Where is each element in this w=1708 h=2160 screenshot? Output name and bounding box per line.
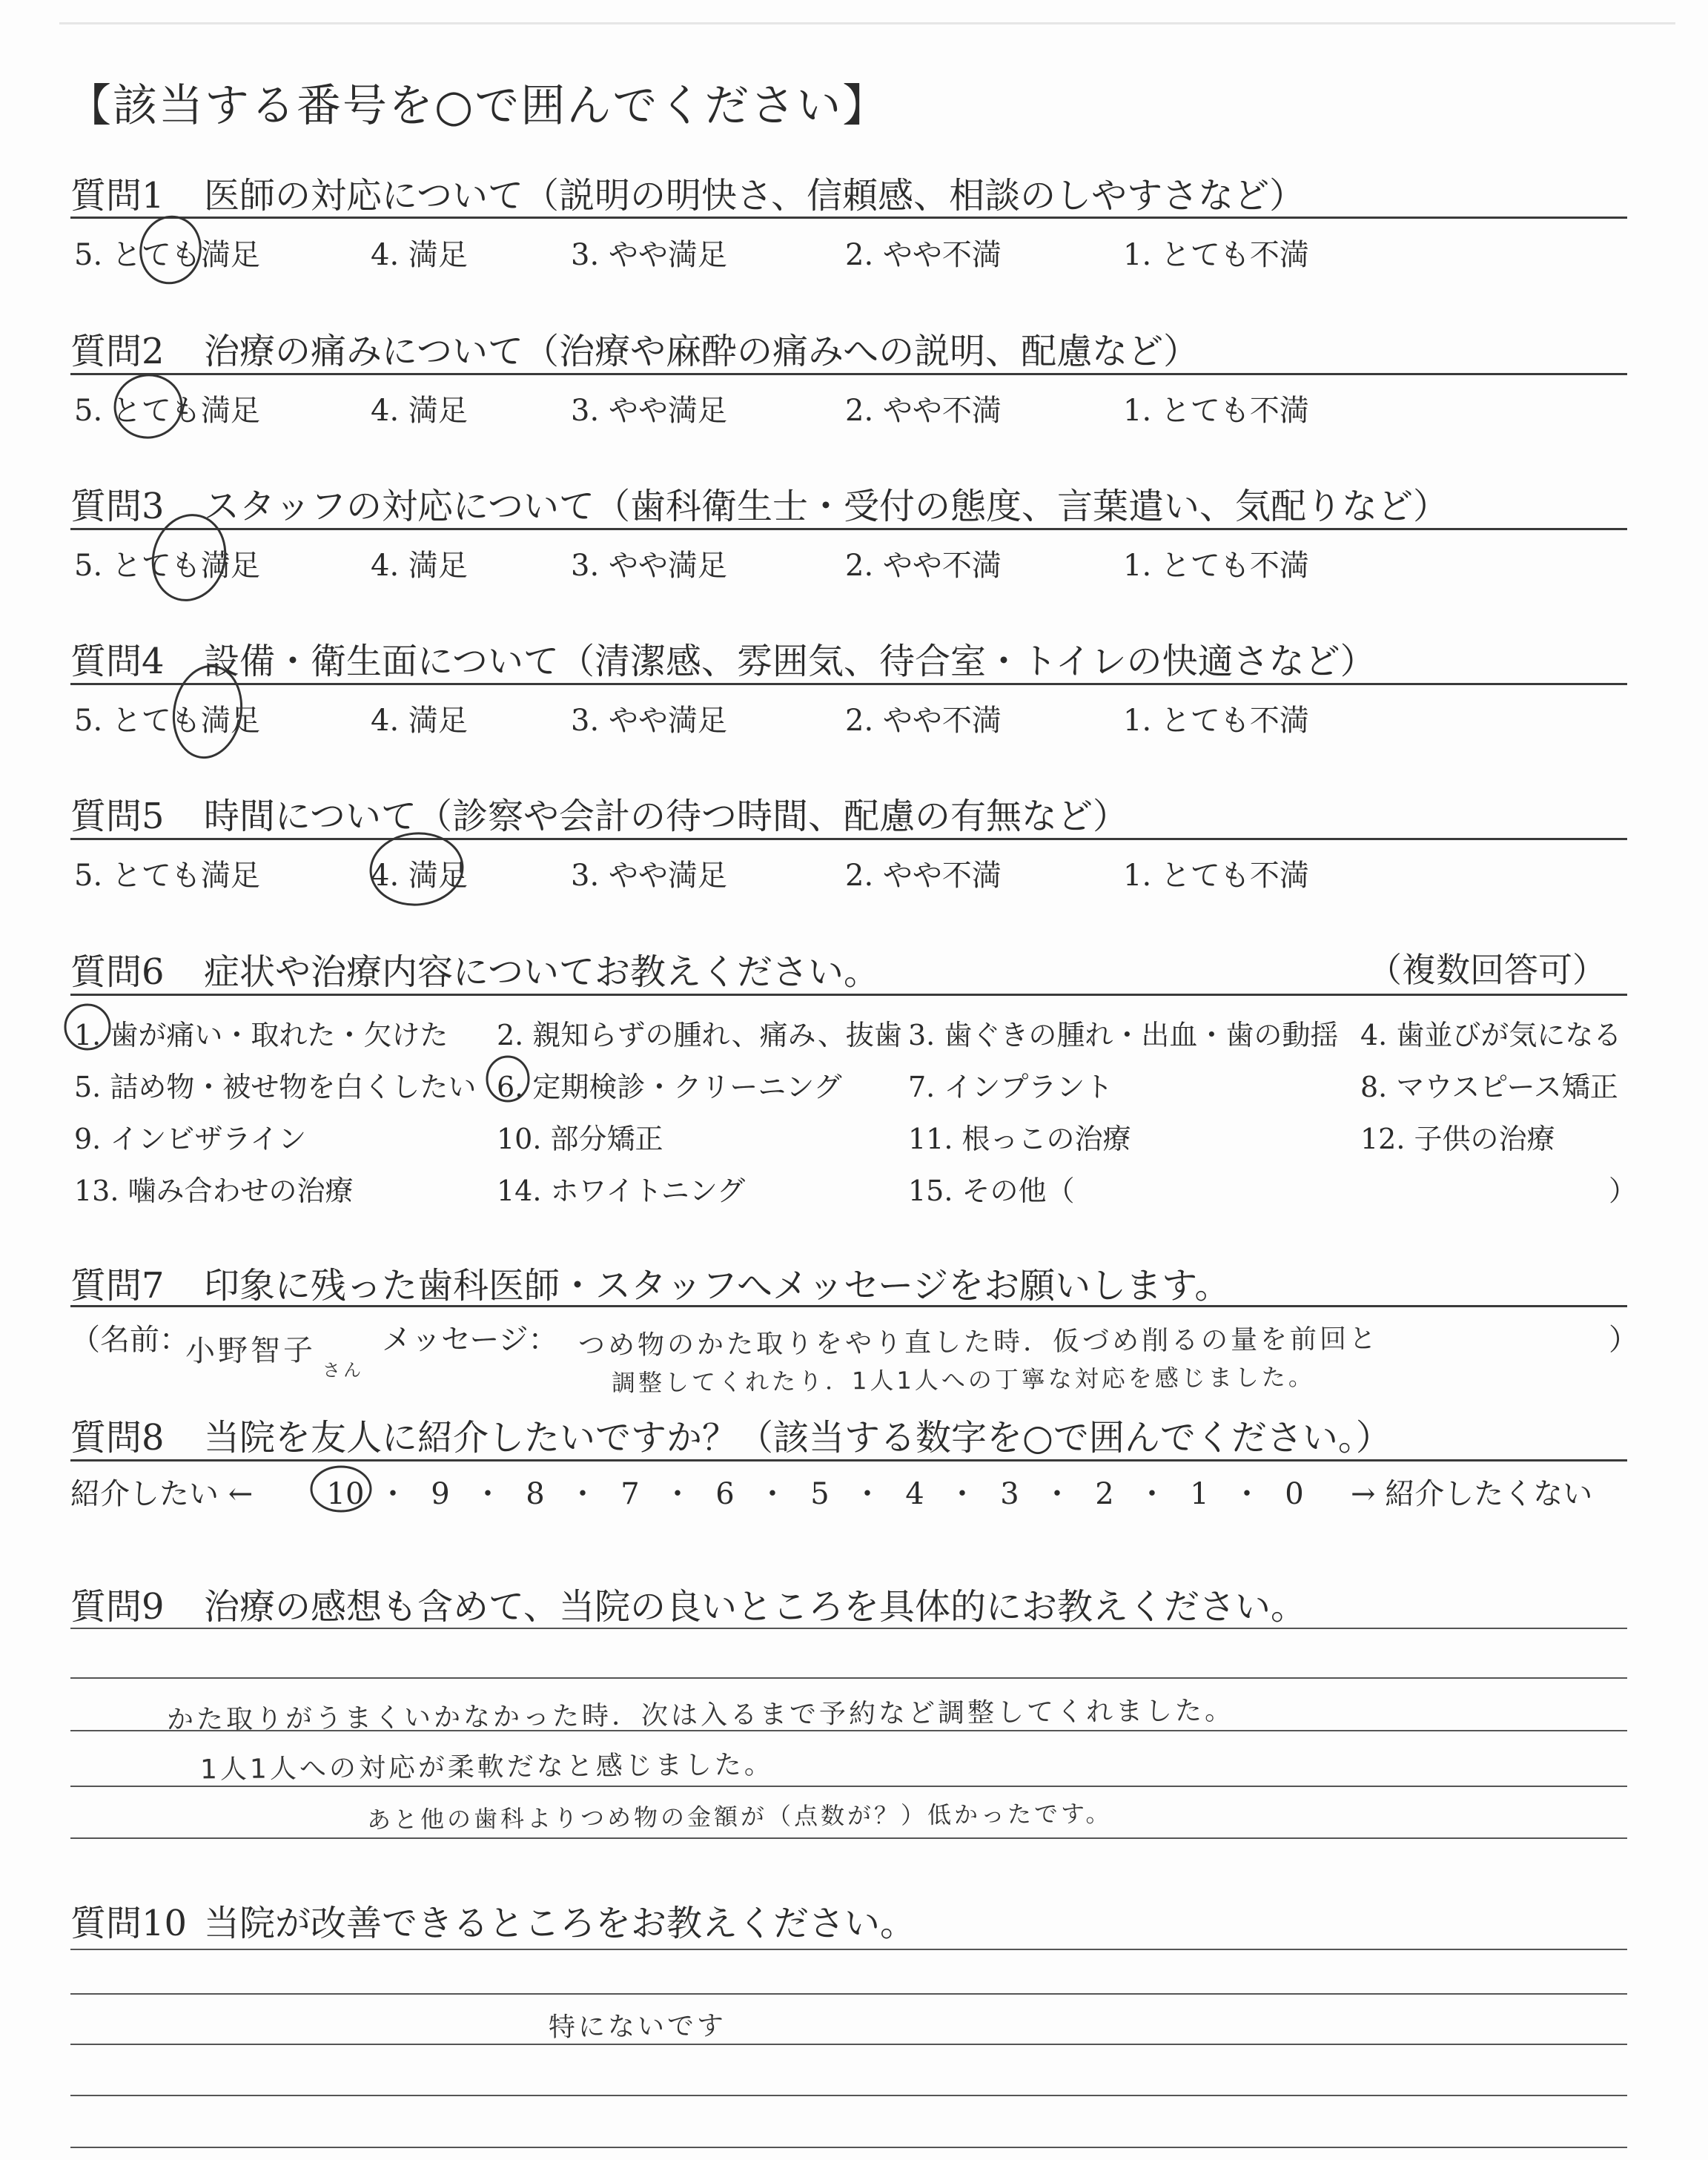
scale-value[interactable]: 0 [1285,1477,1304,1511]
symptom-option[interactable]: 6. 定期検診・クリーニング [497,1071,842,1103]
handwritten-message-line[interactable]: つめ物のかた取りをやり直した時．仮づめ削るの量を前回と [577,1324,1380,1361]
writing-line [70,2044,1627,2045]
scale-value[interactable]: 6 [715,1477,735,1511]
handwritten-name-suffix: さん [322,1359,365,1381]
question-title: 当院を友人に紹介したいですか？（該当する数字を○で囲んでください。） [204,1417,1391,1459]
option-1[interactable]: 1. とても不満 [1123,238,1309,272]
question-title: 治療の感想も含めて、当院の良いところを具体的にお教えください。 [204,1586,1307,1628]
question-rule [70,683,1627,685]
option-1[interactable]: 1. とても不満 [1123,394,1309,428]
writing-line [70,2095,1627,2096]
question-1 [70,167,1627,218]
option-5[interactable]: 5. とても満足 [74,859,260,893]
message-label: メッセージ： [382,1323,558,1357]
scale-left-label: 紹介したい ← [70,1477,254,1511]
question-title: スタッフの対応について（歯科衛生士・受付の態度、言葉遣い、気配りなど） [204,486,1449,527]
option-2[interactable]: 2. やや不満 [845,394,1002,428]
handwritten-name[interactable]: 小野智子 [185,1333,317,1369]
question-label: 質問10 [70,1903,188,1944]
question-label: 質問5 [70,796,165,837]
option-1[interactable]: 1. とても不満 [1123,704,1309,738]
scale-value[interactable]: 10 [326,1477,365,1511]
option-5[interactable]: 5. とても満足 [74,394,260,428]
question-7 [70,1257,1627,1308]
symptom-option[interactable]: 9. インビザライン [74,1123,307,1155]
question-4 [70,633,1627,684]
option-4[interactable]: 4. 満足 [371,394,468,428]
option-4[interactable]: 4. 満足 [371,704,468,738]
question-title: 医師の対応について（説明の明快さ、信頼感、相談のしやすさなど） [204,175,1305,217]
option-2[interactable]: 2. やや不満 [845,859,1002,893]
handwritten-answer-line[interactable]: 特にないです [548,2010,727,2044]
question-title: 印象に残った歯科医師・スタッフへメッセージをお願いします。 [204,1265,1231,1307]
option-1[interactable]: 1. とても不満 [1123,859,1309,893]
writing-line [70,1949,1627,1950]
scale-value[interactable]: 8 [526,1477,545,1511]
symptom-option[interactable]: 1. 歯が痛い・取れた・欠けた [74,1019,448,1051]
question-rule [70,1459,1627,1462]
question-title: 設備・衛生面について（清潔感、雰囲気、待合室・トイレの快適さなど） [204,641,1376,682]
writing-line [70,1628,1627,1629]
question-label: 質問3 [70,486,165,527]
handwritten-answer-line[interactable]: あと他の歯科よりつめ物の金額が（点数が？）低かったです。 [366,1799,1113,1834]
question-label: 質問6 [70,951,165,993]
writing-line [70,1786,1627,1787]
question-rule [70,528,1627,530]
option-5[interactable]: 5. とても満足 [74,704,260,738]
scale-value[interactable]: 3 [1000,1477,1019,1511]
scale-value[interactable]: 7 [620,1477,640,1511]
question-5 [70,787,1627,839]
option-3[interactable]: 3. やや満足 [571,394,727,428]
name-label: （名前： [70,1323,189,1357]
question-label: 質問2 [70,331,165,372]
question-rule [70,994,1627,996]
page-header: 【該当する番号を○で囲んでください】 [67,80,889,132]
question-rule [70,217,1627,219]
symptom-option[interactable]: 8. マウスピース矯正 [1360,1071,1618,1103]
writing-line [70,1993,1627,1995]
scale-value[interactable]: 9 [431,1477,450,1511]
scale-value[interactable]: 4 [905,1477,924,1511]
symptom-option[interactable]: 14. ホワイトニング [497,1175,746,1207]
question-rule [70,373,1627,375]
question-label: 質問7 [70,1265,165,1307]
question-8 [70,1409,1627,1460]
scale-value[interactable]: 5 [810,1477,830,1511]
writing-line [70,1677,1627,1679]
question-title: 時間について（診察や会計の待つ時間、配慮の有無など） [204,796,1129,837]
other-close-paren: ） [1609,1175,1638,1207]
option-2[interactable]: 2. やや不満 [845,704,1002,738]
option-3[interactable]: 3. やや満足 [571,704,727,738]
top-divider [59,22,1675,24]
option-5[interactable]: 5. とても満足 [74,549,260,583]
handwritten-message-line[interactable]: 調整してくれたり．1人1人への丁寧な対応を感じました。 [611,1362,1315,1398]
question-10 [70,1895,1627,1946]
question-title: 症状や治療内容についてお教えください。 [204,951,880,993]
option-3[interactable]: 3. やや満足 [571,549,727,583]
symptom-option[interactable]: 4. 歯並びが気になる [1360,1019,1622,1051]
symptom-option[interactable]: 13. 噛み合わせの治療 [74,1175,354,1207]
question-title: 治療の痛みについて（治療や麻酔の痛みへの説明、配慮など） [204,331,1199,372]
writing-line [70,2147,1627,2148]
question-3 [70,478,1627,529]
option-1[interactable]: 1. とても不満 [1123,549,1309,583]
option-3[interactable]: 3. やや満足 [571,859,727,893]
symptom-option[interactable]: 2. 親知らずの腫れ、痛み、抜歯 [497,1019,902,1051]
scale-value[interactable]: 2 [1095,1477,1114,1511]
symptom-option[interactable]: 11. 根っこの治療 [908,1123,1131,1155]
question-label: 質問4 [70,641,165,682]
option-5[interactable]: 5. とても満足 [74,238,260,272]
question-label: 質問8 [70,1417,165,1459]
message-close-paren: ） [1609,1323,1638,1357]
writing-line [70,1837,1627,1839]
question-9 [70,1578,1627,1629]
symptom-option[interactable]: 10. 部分矯正 [497,1123,663,1155]
option-2[interactable]: 2. やや不満 [845,549,1002,583]
question-rule [70,838,1627,840]
symptom-option[interactable]: 3. 歯ぐきの腫れ・出血・歯の動揺 [908,1019,1339,1051]
recommend-scale: 紹介したい ← 10 ・ 9 ・ 8 ・ 7 ・ 6 ・ 5 ・ 4 ・ 3 ・ 2 ・ 1 ・ 0 → 紹介したくない [70,1470,1627,1513]
handwritten-answer-line[interactable]: かた取りがうまくいかなかった時．次は入るまで予約など調整してくれました。 [166,1695,1235,1736]
option-2[interactable]: 2. やや不満 [845,238,1002,272]
scale-value[interactable]: 1 [1190,1477,1209,1511]
option-4[interactable]: 4. 満足 [371,549,468,583]
symptom-option-other[interactable]: 15. その他（ [908,1175,1075,1207]
option-3[interactable]: 3. やや満足 [571,238,727,272]
question-2 [70,323,1627,374]
handwritten-answer-line[interactable]: 1人1人への対応が柔軟だなと感じました。 [199,1749,775,1786]
scale-right-label: → 紹介したくない [1351,1477,1593,1511]
question-rule [70,1305,1627,1307]
symptom-option[interactable]: 7. インプラント [908,1071,1113,1103]
multiple-answer-note: （複数回答可） [1368,950,1606,990]
symptom-option[interactable]: 5. 詰め物・被せ物を白くしたい [74,1071,477,1103]
symptom-option[interactable]: 12. 子供の治療 [1360,1123,1555,1155]
option-4[interactable]: 4. 満足 [371,238,468,272]
option-4[interactable]: 4. 満足 [371,859,468,893]
question-label: 質問1 [70,175,165,217]
question-title: 当院が改善できるところをお教えください。 [204,1903,916,1944]
question-label: 質問9 [70,1586,165,1628]
